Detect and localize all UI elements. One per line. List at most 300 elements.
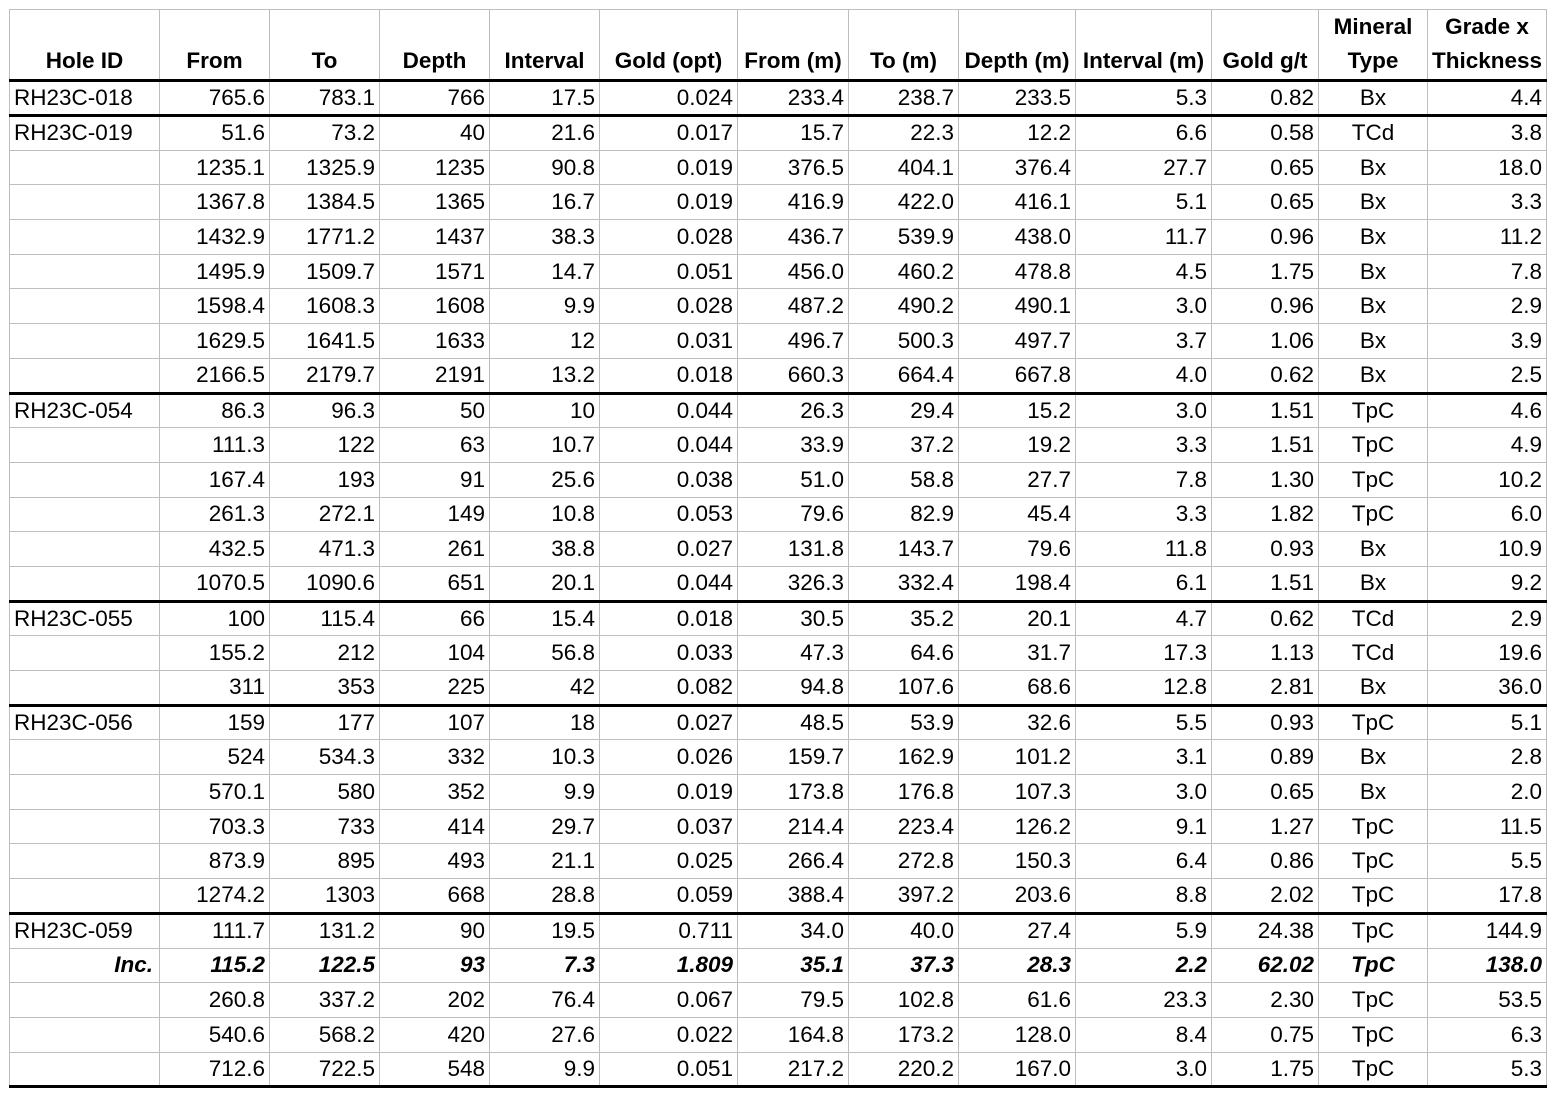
cell-depth: 66 xyxy=(380,601,490,636)
cell-depth: 107 xyxy=(380,705,490,740)
cell-to-m: 37.2 xyxy=(849,428,959,463)
cell-gold-gt: 0.93 xyxy=(1212,705,1319,740)
cell-gxt: 2.9 xyxy=(1428,601,1547,636)
cell-to-m: 500.3 xyxy=(849,324,959,359)
cell-gxt: 5.5 xyxy=(1428,844,1547,879)
table-row xyxy=(10,462,1547,497)
drill-results-table xyxy=(9,9,1547,1088)
table-row xyxy=(10,775,1547,810)
cell-interval: 12 xyxy=(490,324,600,359)
cell-to: 96.3 xyxy=(270,393,380,428)
cell-mineral: TpC xyxy=(1319,1052,1428,1087)
table-row xyxy=(10,289,1547,324)
cell-hole xyxy=(10,671,160,706)
cell-to: 722.5 xyxy=(270,1052,380,1087)
cell-interval-m: 6.4 xyxy=(1076,844,1212,879)
cell-gold-gt: 0.96 xyxy=(1212,220,1319,255)
cell-interval: 76.4 xyxy=(490,983,600,1018)
cell-hole xyxy=(10,150,160,185)
cell-interval-m: 4.7 xyxy=(1076,601,1212,636)
cell-interval-m: 7.8 xyxy=(1076,462,1212,497)
cell-interval-m: 8.4 xyxy=(1076,1017,1212,1052)
table-body xyxy=(10,81,1547,1087)
cell-depth-m: 438.0 xyxy=(959,220,1076,255)
cell-interval: 9.9 xyxy=(490,1052,600,1087)
cell-mineral: TCd xyxy=(1319,601,1428,636)
cell-depth: 90 xyxy=(380,913,490,948)
cell-from: 432.5 xyxy=(160,532,270,567)
cell-interval-m: 2.2 xyxy=(1076,948,1212,983)
cell-depth-m: 198.4 xyxy=(959,566,1076,601)
cell-interval: 21.1 xyxy=(490,844,600,879)
cell-gold-gt: 1.75 xyxy=(1212,1052,1319,1087)
cell-interval: 9.9 xyxy=(490,775,600,810)
cell-depth-m: 128.0 xyxy=(959,1017,1076,1052)
cell-interval-m: 3.0 xyxy=(1076,289,1212,324)
cell-gxt: 4.4 xyxy=(1428,81,1547,116)
cell-gold-opt: 0.027 xyxy=(600,705,738,740)
cell-interval-m: 3.0 xyxy=(1076,393,1212,428)
cell-interval: 10.8 xyxy=(490,497,600,532)
cell-gxt: 9.2 xyxy=(1428,566,1547,601)
cell-gold-gt: 1.13 xyxy=(1212,636,1319,671)
table-row xyxy=(10,532,1547,567)
cell-to-m: 162.9 xyxy=(849,740,959,775)
cell-hole xyxy=(10,740,160,775)
cell-to: 733 xyxy=(270,809,380,844)
cell-gold-opt: 0.044 xyxy=(600,393,738,428)
cell-to: 580 xyxy=(270,775,380,810)
cell-to-m: 173.2 xyxy=(849,1017,959,1052)
table-row xyxy=(10,1052,1547,1087)
cell-gold-opt: 0.044 xyxy=(600,566,738,601)
cell-depth: 202 xyxy=(380,983,490,1018)
cell-gold-opt: 0.028 xyxy=(600,289,738,324)
cell-to-m: 37.3 xyxy=(849,948,959,983)
cell-to: 1771.2 xyxy=(270,220,380,255)
cell-depth-m: 490.1 xyxy=(959,289,1076,324)
cell-mineral: TpC xyxy=(1319,462,1428,497)
cell-hole xyxy=(10,289,160,324)
cell-depth-m: 126.2 xyxy=(959,809,1076,844)
table-row xyxy=(10,1017,1547,1052)
cell-to-m: 332.4 xyxy=(849,566,959,601)
cell-gxt: 18.0 xyxy=(1428,150,1547,185)
column-header-depth-m: Depth (m) xyxy=(959,10,1076,81)
cell-mineral: Bx xyxy=(1319,81,1428,116)
cell-to-m: 35.2 xyxy=(849,601,959,636)
cell-hole xyxy=(10,497,160,532)
cell-to-m: 272.8 xyxy=(849,844,959,879)
cell-gxt: 36.0 xyxy=(1428,671,1547,706)
cell-depth: 1608 xyxy=(380,289,490,324)
cell-depth-m: 68.6 xyxy=(959,671,1076,706)
cell-depth-m: 203.6 xyxy=(959,879,1076,914)
cell-gold-opt: 0.044 xyxy=(600,428,738,463)
table-row xyxy=(10,809,1547,844)
cell-interval-m: 3.3 xyxy=(1076,428,1212,463)
cell-gold-gt: 62.02 xyxy=(1212,948,1319,983)
cell-mineral: Bx xyxy=(1319,289,1428,324)
cell-from: 261.3 xyxy=(160,497,270,532)
cell-hole xyxy=(10,1017,160,1052)
cell-hole xyxy=(10,220,160,255)
cell-mineral: TpC xyxy=(1319,879,1428,914)
cell-to: 783.1 xyxy=(270,81,380,116)
cell-depth: 668 xyxy=(380,879,490,914)
cell-gxt: 2.5 xyxy=(1428,358,1547,393)
cell-interval-m: 9.1 xyxy=(1076,809,1212,844)
cell-gold-gt: 24.38 xyxy=(1212,913,1319,948)
cell-interval-m: 17.3 xyxy=(1076,636,1212,671)
cell-interval-m: 23.3 xyxy=(1076,983,1212,1018)
cell-mineral: Bx xyxy=(1319,740,1428,775)
cell-to: 212 xyxy=(270,636,380,671)
cell-depth-m: 32.6 xyxy=(959,705,1076,740)
cell-gold-gt: 1.51 xyxy=(1212,393,1319,428)
cell-from-m: 34.0 xyxy=(738,913,849,948)
column-header-gold-gt: Gold g/t xyxy=(1212,10,1319,81)
cell-depth: 50 xyxy=(380,393,490,428)
cell-interval: 29.7 xyxy=(490,809,600,844)
cell-from: 115.2 xyxy=(160,948,270,983)
cell-interval-m: 4.5 xyxy=(1076,254,1212,289)
table-row xyxy=(10,566,1547,601)
cell-hole xyxy=(10,983,160,1018)
cell-depth-m: 107.3 xyxy=(959,775,1076,810)
cell-gold-opt: 0.051 xyxy=(600,1052,738,1087)
cell-from: 524 xyxy=(160,740,270,775)
cell-to-m: 58.8 xyxy=(849,462,959,497)
cell-to: 1384.5 xyxy=(270,185,380,220)
table-header xyxy=(10,10,1547,81)
cell-from-m: 131.8 xyxy=(738,532,849,567)
cell-to: 177 xyxy=(270,705,380,740)
cell-interval: 13.2 xyxy=(490,358,600,393)
table-row xyxy=(10,983,1547,1018)
cell-gold-opt: 0.031 xyxy=(600,324,738,359)
table-row xyxy=(10,185,1547,220)
cell-depth: 548 xyxy=(380,1052,490,1087)
table-row xyxy=(10,913,1547,948)
cell-from-m: 436.7 xyxy=(738,220,849,255)
cell-gxt: 6.0 xyxy=(1428,497,1547,532)
cell-hole: RH23C-054 xyxy=(10,393,160,428)
cell-mineral: Bx xyxy=(1319,775,1428,810)
cell-interval: 15.4 xyxy=(490,601,600,636)
table-row xyxy=(10,740,1547,775)
cell-to: 1509.7 xyxy=(270,254,380,289)
cell-interval: 16.7 xyxy=(490,185,600,220)
cell-from-m: 456.0 xyxy=(738,254,849,289)
column-header-gold-opt: Gold (opt) xyxy=(600,10,738,81)
cell-gold-opt: 0.038 xyxy=(600,462,738,497)
cell-depth: 1365 xyxy=(380,185,490,220)
cell-depth: 225 xyxy=(380,671,490,706)
cell-interval: 90.8 xyxy=(490,150,600,185)
column-header-interval: Interval xyxy=(490,10,600,81)
cell-from: 2166.5 xyxy=(160,358,270,393)
cell-gold-gt: 0.58 xyxy=(1212,116,1319,151)
column-header-interval-m: Interval (m) xyxy=(1076,10,1212,81)
cell-depth: 414 xyxy=(380,809,490,844)
cell-depth: 93 xyxy=(380,948,490,983)
cell-mineral: Bx xyxy=(1319,566,1428,601)
cell-hole: RH23C-019 xyxy=(10,116,160,151)
cell-to-m: 490.2 xyxy=(849,289,959,324)
cell-interval: 21.6 xyxy=(490,116,600,151)
cell-mineral: Bx xyxy=(1319,532,1428,567)
cell-from-m: 487.2 xyxy=(738,289,849,324)
cell-interval: 19.5 xyxy=(490,913,600,948)
cell-from-m: 173.8 xyxy=(738,775,849,810)
cell-interval: 18 xyxy=(490,705,600,740)
cell-to: 534.3 xyxy=(270,740,380,775)
cell-gold-opt: 0.019 xyxy=(600,185,738,220)
cell-gold-opt: 0.711 xyxy=(600,913,738,948)
cell-gxt: 17.8 xyxy=(1428,879,1547,914)
cell-gxt: 3.3 xyxy=(1428,185,1547,220)
cell-from: 260.8 xyxy=(160,983,270,1018)
cell-from: 155.2 xyxy=(160,636,270,671)
cell-gxt: 19.6 xyxy=(1428,636,1547,671)
cell-depth: 91 xyxy=(380,462,490,497)
cell-from: 51.6 xyxy=(160,116,270,151)
cell-gxt: 2.9 xyxy=(1428,289,1547,324)
cell-from: 765.6 xyxy=(160,81,270,116)
cell-from: 1235.1 xyxy=(160,150,270,185)
cell-to: 1608.3 xyxy=(270,289,380,324)
cell-interval: 38.8 xyxy=(490,532,600,567)
cell-gold-gt: 2.02 xyxy=(1212,879,1319,914)
cell-interval-m: 3.3 xyxy=(1076,497,1212,532)
cell-from-m: 79.5 xyxy=(738,983,849,1018)
cell-from-m: 326.3 xyxy=(738,566,849,601)
cell-gold-opt: 0.024 xyxy=(600,81,738,116)
cell-gxt: 4.9 xyxy=(1428,428,1547,463)
cell-hole xyxy=(10,462,160,497)
cell-interval-m: 8.8 xyxy=(1076,879,1212,914)
cell-interval-m: 3.0 xyxy=(1076,1052,1212,1087)
cell-to-m: 22.3 xyxy=(849,116,959,151)
cell-gold-opt: 1.809 xyxy=(600,948,738,983)
cell-interval: 14.7 xyxy=(490,254,600,289)
column-header-gxt: Grade x Thickness xyxy=(1428,10,1547,81)
cell-gold-opt: 0.026 xyxy=(600,740,738,775)
cell-gxt: 5.3 xyxy=(1428,1052,1547,1087)
cell-hole xyxy=(10,324,160,359)
cell-depth-m: 27.4 xyxy=(959,913,1076,948)
cell-to: 337.2 xyxy=(270,983,380,1018)
cell-gold-opt: 0.067 xyxy=(600,983,738,1018)
cell-from-m: 26.3 xyxy=(738,393,849,428)
cell-mineral: Bx xyxy=(1319,185,1428,220)
cell-depth-m: 31.7 xyxy=(959,636,1076,671)
cell-from-m: 376.5 xyxy=(738,150,849,185)
cell-hole: RH23C-056 xyxy=(10,705,160,740)
cell-to: 73.2 xyxy=(270,116,380,151)
cell-depth: 2191 xyxy=(380,358,490,393)
cell-gold-gt: 0.62 xyxy=(1212,601,1319,636)
cell-gold-gt: 0.65 xyxy=(1212,775,1319,810)
cell-gxt: 11.2 xyxy=(1428,220,1547,255)
cell-depth: 493 xyxy=(380,844,490,879)
cell-to-m: 238.7 xyxy=(849,81,959,116)
cell-interval-m: 5.3 xyxy=(1076,81,1212,116)
cell-depth-m: 416.1 xyxy=(959,185,1076,220)
cell-mineral: TpC xyxy=(1319,393,1428,428)
cell-to-m: 422.0 xyxy=(849,185,959,220)
cell-depth: 332 xyxy=(380,740,490,775)
cell-to: 122.5 xyxy=(270,948,380,983)
table-row xyxy=(10,81,1547,116)
cell-interval: 17.5 xyxy=(490,81,600,116)
cell-gxt: 11.5 xyxy=(1428,809,1547,844)
cell-to: 1303 xyxy=(270,879,380,914)
cell-gold-gt: 0.62 xyxy=(1212,358,1319,393)
cell-from: 1495.9 xyxy=(160,254,270,289)
cell-depth-m: 376.4 xyxy=(959,150,1076,185)
cell-gold-gt: 0.65 xyxy=(1212,150,1319,185)
cell-mineral: Bx xyxy=(1319,324,1428,359)
cell-depth-m: 61.6 xyxy=(959,983,1076,1018)
cell-interval: 42 xyxy=(490,671,600,706)
cell-from: 1629.5 xyxy=(160,324,270,359)
cell-to: 353 xyxy=(270,671,380,706)
cell-from-m: 15.7 xyxy=(738,116,849,151)
cell-from-m: 388.4 xyxy=(738,879,849,914)
cell-depth: 1437 xyxy=(380,220,490,255)
cell-gxt: 6.3 xyxy=(1428,1017,1547,1052)
table-row-included-interval xyxy=(10,948,1547,983)
cell-depth-m: 233.5 xyxy=(959,81,1076,116)
cell-depth-m: 45.4 xyxy=(959,497,1076,532)
cell-depth-m: 28.3 xyxy=(959,948,1076,983)
cell-gxt: 5.1 xyxy=(1428,705,1547,740)
column-header-to: To xyxy=(270,10,380,81)
cell-depth-m: 79.6 xyxy=(959,532,1076,567)
cell-gold-gt: 1.75 xyxy=(1212,254,1319,289)
column-header-hole: Hole ID xyxy=(10,10,160,81)
cell-hole xyxy=(10,775,160,810)
cell-from: 570.1 xyxy=(160,775,270,810)
cell-hole xyxy=(10,428,160,463)
cell-interval-m: 6.6 xyxy=(1076,116,1212,151)
cell-gxt: 7.8 xyxy=(1428,254,1547,289)
cell-mineral: TpC xyxy=(1319,497,1428,532)
cell-interval-m: 4.0 xyxy=(1076,358,1212,393)
cell-to: 272.1 xyxy=(270,497,380,532)
cell-to: 1325.9 xyxy=(270,150,380,185)
column-header-mineral: Mineral Type xyxy=(1319,10,1428,81)
cell-depth-m: 15.2 xyxy=(959,393,1076,428)
table-row xyxy=(10,428,1547,463)
cell-from: 712.6 xyxy=(160,1052,270,1087)
cell-gxt: 53.5 xyxy=(1428,983,1547,1018)
cell-depth: 766 xyxy=(380,81,490,116)
cell-to-m: 64.6 xyxy=(849,636,959,671)
cell-gold-opt: 0.019 xyxy=(600,150,738,185)
cell-gold-gt: 1.27 xyxy=(1212,809,1319,844)
cell-interval-m: 3.0 xyxy=(1076,775,1212,810)
cell-gold-opt: 0.018 xyxy=(600,601,738,636)
cell-hole: RH23C-055 xyxy=(10,601,160,636)
cell-interval-m: 3.1 xyxy=(1076,740,1212,775)
cell-hole xyxy=(10,358,160,393)
cell-from-m: 48.5 xyxy=(738,705,849,740)
column-header-from: From xyxy=(160,10,270,81)
cell-mineral: Bx xyxy=(1319,220,1428,255)
cell-interval-m: 3.7 xyxy=(1076,324,1212,359)
cell-gold-gt: 2.81 xyxy=(1212,671,1319,706)
cell-to: 1090.6 xyxy=(270,566,380,601)
cell-gxt: 4.6 xyxy=(1428,393,1547,428)
cell-from-m: 214.4 xyxy=(738,809,849,844)
cell-to: 122 xyxy=(270,428,380,463)
cell-depth: 149 xyxy=(380,497,490,532)
cell-to: 1641.5 xyxy=(270,324,380,359)
cell-from: 1367.8 xyxy=(160,185,270,220)
cell-from-m: 233.4 xyxy=(738,81,849,116)
cell-interval: 10.7 xyxy=(490,428,600,463)
cell-from-m: 496.7 xyxy=(738,324,849,359)
cell-to-m: 82.9 xyxy=(849,497,959,532)
cell-mineral: TpC xyxy=(1319,428,1428,463)
table-row xyxy=(10,844,1547,879)
cell-interval-m: 12.8 xyxy=(1076,671,1212,706)
cell-to: 131.2 xyxy=(270,913,380,948)
cell-from-m: 51.0 xyxy=(738,462,849,497)
cell-to: 471.3 xyxy=(270,532,380,567)
cell-interval-m: 11.7 xyxy=(1076,220,1212,255)
cell-depth-m: 150.3 xyxy=(959,844,1076,879)
cell-to-m: 460.2 xyxy=(849,254,959,289)
cell-from-m: 35.1 xyxy=(738,948,849,983)
cell-depth-m: 20.1 xyxy=(959,601,1076,636)
cell-gxt: 2.8 xyxy=(1428,740,1547,775)
cell-depth-m: 478.8 xyxy=(959,254,1076,289)
cell-to-m: 664.4 xyxy=(849,358,959,393)
cell-interval-m: 5.9 xyxy=(1076,913,1212,948)
cell-interval-m: 5.1 xyxy=(1076,185,1212,220)
cell-depth-m: 667.8 xyxy=(959,358,1076,393)
cell-mineral: Bx xyxy=(1319,671,1428,706)
cell-gold-opt: 0.059 xyxy=(600,879,738,914)
cell-to-m: 539.9 xyxy=(849,220,959,255)
cell-gold-opt: 0.033 xyxy=(600,636,738,671)
cell-to-m: 107.6 xyxy=(849,671,959,706)
cell-depth: 63 xyxy=(380,428,490,463)
cell-gold-gt: 1.30 xyxy=(1212,462,1319,497)
table-row xyxy=(10,324,1547,359)
table-row xyxy=(10,705,1547,740)
table-row xyxy=(10,150,1547,185)
cell-to-m: 53.9 xyxy=(849,705,959,740)
cell-depth: 420 xyxy=(380,1017,490,1052)
cell-from: 167.4 xyxy=(160,462,270,497)
cell-gxt: 144.9 xyxy=(1428,913,1547,948)
cell-gold-opt: 0.037 xyxy=(600,809,738,844)
cell-gold-gt: 0.96 xyxy=(1212,289,1319,324)
cell-depth: 261 xyxy=(380,532,490,567)
cell-depth-m: 497.7 xyxy=(959,324,1076,359)
cell-hole xyxy=(10,1052,160,1087)
cell-gold-gt: 1.51 xyxy=(1212,428,1319,463)
cell-interval: 27.6 xyxy=(490,1017,600,1052)
cell-gold-gt: 0.75 xyxy=(1212,1017,1319,1052)
column-header-depth: Depth xyxy=(380,10,490,81)
cell-interval: 10.3 xyxy=(490,740,600,775)
